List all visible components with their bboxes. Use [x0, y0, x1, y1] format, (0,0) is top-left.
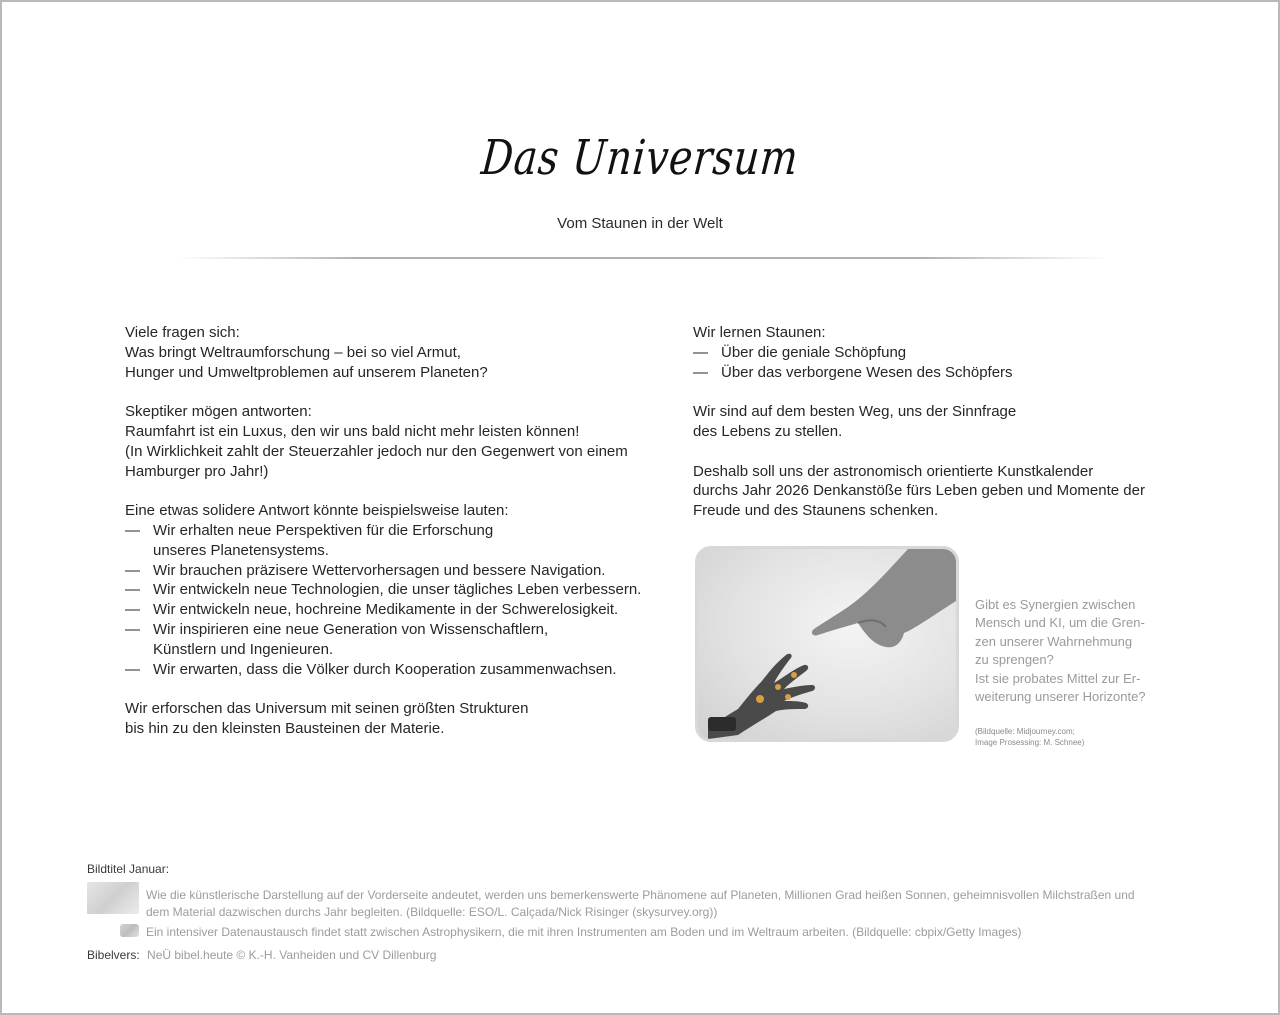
text-line: Hamburger pro Jahr!)	[125, 462, 269, 480]
header-divider	[177, 257, 1107, 259]
desc-line: Wie die künstlerische Darstellung auf der Vorderseite andeutet, werden uns bemerkenswerte Phänomene auf Planeten, Millionen Grad heißen Sonnen, geheimnisvollen Milchstraßen und	[146, 888, 1135, 902]
text-line: Wir entwickeln neue, hochreine Medikamente in der Schwerelosigkeit.	[153, 601, 619, 619]
text-line: Wir sind auf dem besten Weg, uns der Sinnfrage	[693, 403, 1017, 421]
hands-illustration	[698, 549, 956, 739]
list-item	[125, 620, 665, 660]
left-text-column	[125, 323, 665, 759]
caption-line: zu sprengen?	[975, 652, 1054, 668]
intro-paragraph	[125, 323, 665, 382]
text-line: Wir erforschen das Universum mit seinen größten Strukturen	[125, 700, 529, 718]
list-item	[693, 343, 1173, 363]
reasons-list	[125, 521, 665, 679]
credit-line: Image Prosessing: M. Schnee)	[975, 738, 1085, 747]
dash-bullet: —	[125, 561, 140, 579]
front-image-thumbnail	[87, 882, 139, 914]
list-item	[125, 600, 665, 620]
text-line: Wir erwarten, dass die Völker durch Kooperation zusammenwachsen.	[153, 660, 617, 678]
text-line: durchs Jahr 2026 Denkanstöße fürs Leben geben und Momente der	[693, 482, 1145, 500]
bibelvers-label: Bibelvers:	[87, 948, 140, 962]
robot-joint	[791, 672, 797, 678]
text-line: Hunger und Umweltproblemen auf unserem Planeten?	[125, 363, 488, 381]
text-line: (In Wirklichkeit zahlt der Steuerzahler jedoch nur den Gegenwert von einem	[125, 442, 628, 460]
text-line: Wir erhalten neue Perspektiven für die Erforschung	[153, 521, 494, 539]
text-line: unseres Planetensystems.	[153, 541, 329, 559]
human-hand-shape	[812, 549, 956, 647]
learn-list	[693, 343, 1173, 383]
inset-image-description: Ein intensiver Datenaustausch findet statt zwischen Astrophysikern, die mit ihren Instrumenten am Boden und im Weltraum arbeiten. (Bildquelle: cbpix/Getty Images)	[146, 925, 1022, 939]
page-title: Das Universum	[479, 130, 801, 186]
front-image-description	[146, 887, 1186, 920]
text-line: Wir entwickeln neue Technologien, die unser tägliches Leben verbessern.	[153, 581, 642, 599]
dash-bullet: —	[693, 363, 708, 381]
skeptic-paragraph	[125, 402, 665, 481]
dash-bullet: —	[693, 343, 708, 361]
text-line: Künstlern und Ingenieuren.	[153, 640, 334, 658]
robot-joint	[785, 694, 791, 700]
calendar-paragraph	[693, 462, 1173, 521]
dash-bullet: —	[125, 521, 140, 539]
closing-paragraph	[125, 699, 665, 739]
desc-line: dem Material dazwischen durchs Jahr begleiten. (Bildquelle: ESO/L. Calçada/Nick Risinger (skysurvey.org))	[146, 904, 718, 919]
bibelvers-row	[87, 947, 1187, 964]
bibelvers-text: NeÜ bibel.heute © K.-H. Vanheiden und CV Dillenburg	[147, 948, 437, 962]
right-text-column	[693, 323, 1173, 541]
answer-intro: Eine etwas solidere Antwort könnte beispielsweise lauten:	[125, 502, 509, 520]
text-line: Über die geniale Schöpfung	[721, 343, 907, 361]
list-item	[125, 521, 665, 561]
dash-bullet: —	[125, 620, 140, 638]
text-line: Skeptiker mögen antworten:	[125, 403, 312, 421]
learn-intro: Wir lernen Staunen:	[693, 324, 826, 341]
text-line: Wir brauchen präzisere Wettervorhersagen und bessere Navigation.	[153, 561, 606, 579]
list-item	[125, 660, 665, 680]
dash-bullet: —	[125, 601, 140, 619]
text-line: Freude und des Staunens schenken.	[693, 502, 939, 520]
list-item	[125, 580, 665, 600]
dash-bullet: —	[125, 581, 140, 599]
text-line: Über das verborgene Wesen des Schöpfers	[721, 363, 1013, 381]
meaning-paragraph	[693, 402, 1173, 442]
text-line: des Lebens zu stellen.	[693, 422, 843, 440]
image-credit	[975, 726, 1175, 748]
caption-line: Mensch und KI, um die Gren-	[975, 615, 1145, 631]
list-item	[693, 363, 1173, 383]
text-line: Viele fragen sich:	[125, 324, 240, 341]
robot-joint	[756, 695, 764, 703]
robot-human-hands-image	[695, 546, 959, 742]
text-line: Deshalb soll uns der astronomisch orientierte Kunstkalender	[693, 462, 1094, 480]
page-subtitle: Vom Staunen in der Welt	[557, 215, 723, 232]
robot-wrist	[708, 717, 736, 731]
bildtitel-label: Bildtitel Januar:	[87, 862, 170, 876]
caption-line: Ist sie probates Mittel zur Er-	[975, 670, 1141, 686]
text-line: Wir inspirieren eine neue Generation von Wissenschaftlern,	[153, 620, 549, 638]
inset-image-thumbnail	[120, 924, 139, 937]
text-line: Was bringt Weltraumforschung – bei so viel Armut,	[125, 343, 461, 361]
caption-line: zen unserer Wahrnehmung	[975, 633, 1133, 649]
text-line: Raumfahrt ist ein Luxus, den wir uns bald nicht mehr leisten können!	[125, 422, 580, 440]
credit-line: (Bildquelle: Midjourney.com;	[975, 727, 1075, 736]
caption-line: weiterung unserer Horizonte?	[975, 689, 1146, 705]
image-caption	[975, 596, 1165, 706]
robot-joint	[775, 684, 781, 690]
dash-bullet: —	[125, 660, 140, 678]
caption-line: Gibt es Synergien zwischen	[975, 597, 1136, 612]
text-line: bis hin zu den kleinsten Bausteinen der Materie.	[125, 719, 445, 737]
list-item	[125, 561, 665, 581]
